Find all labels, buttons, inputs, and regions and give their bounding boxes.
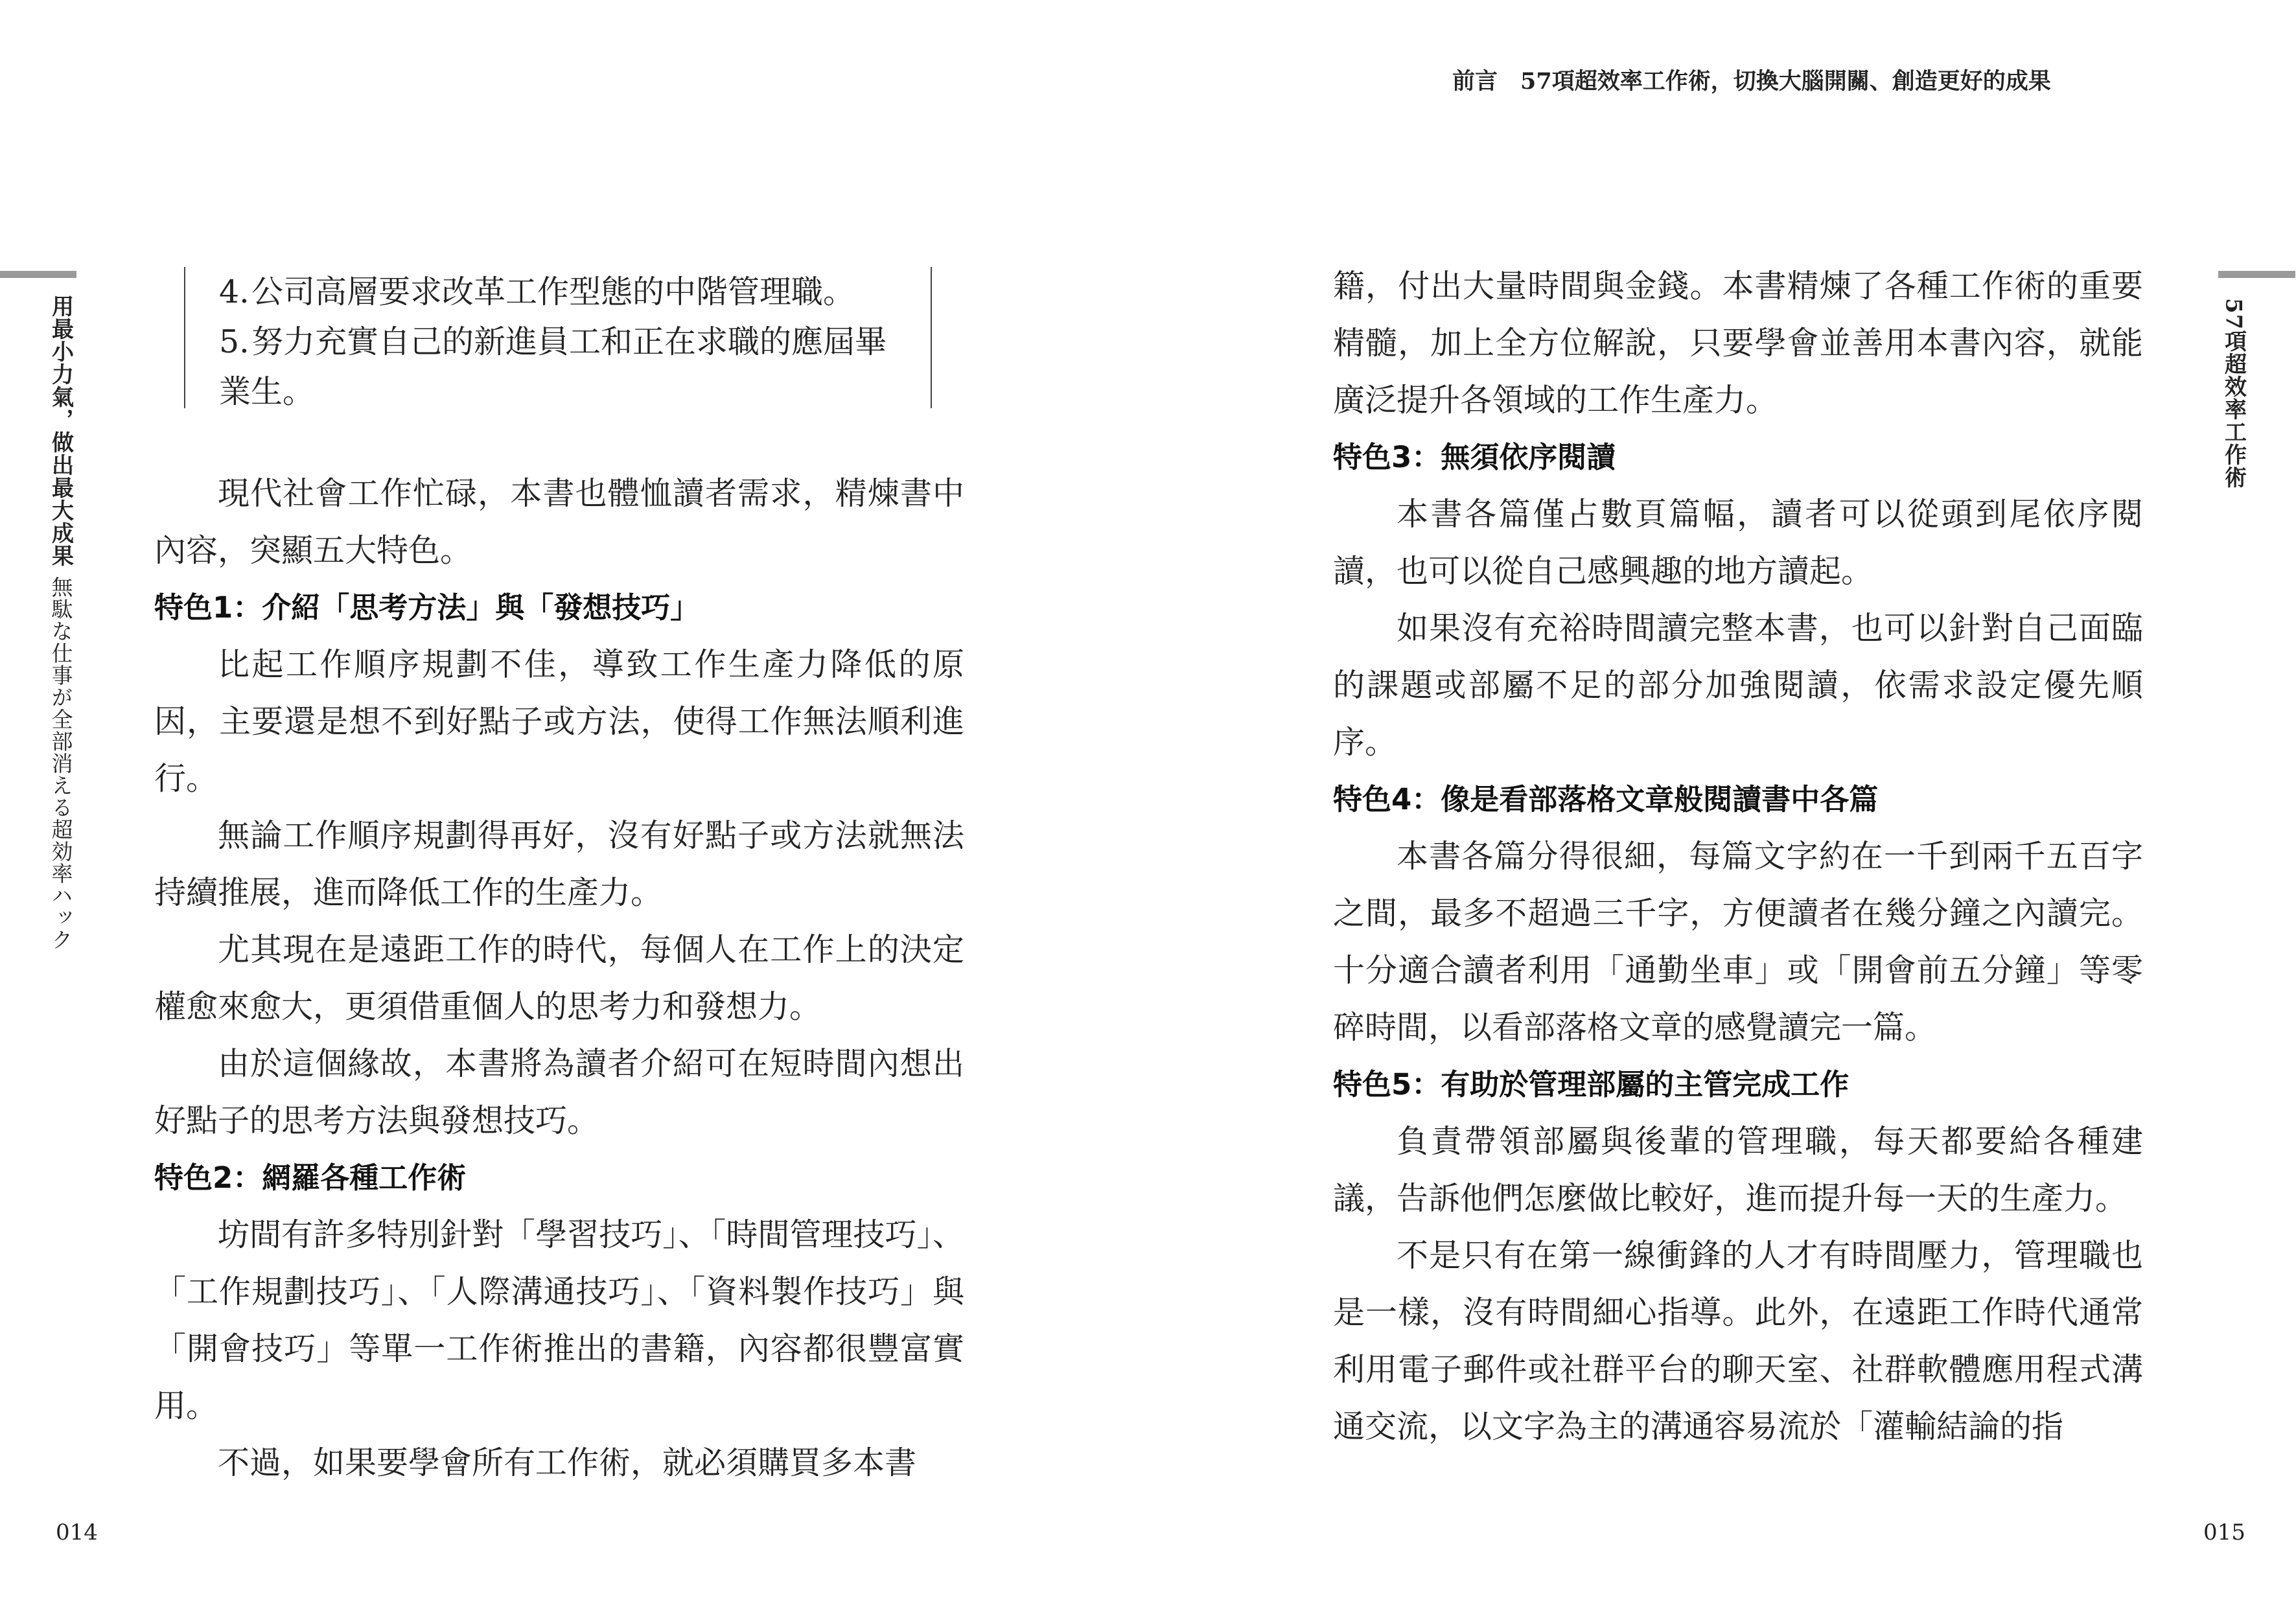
paragraph: 如果沒有充裕時間讀完整本書，也可以針對自己面臨的課題或部屬不足的部分加強閱讀，依需求設定優先順序。 <box>1333 610 2143 761</box>
paragraph: 本書各篇分得很細，每篇文字約在一千到兩千五百字之間，最多不超過三千字，方便讀者在幾分鐘之內讀完。十分適合讀者利用「通勤坐車」或「開會前五分鐘」等零碎時間，以看部落格文章的感覺讀完一篇。 <box>1333 838 2143 1046</box>
list-item: 4.公司高層要求改革工作型態的中階管理職。 <box>219 273 855 310</box>
paragraph: 無論工作順序規劃得再好，沒有好點子或方法就無法持續推展，進而降低工作的生產力。 <box>154 817 964 911</box>
paragraph: 坊間有許多特別針對「學習技巧」、「時間管理技巧」、「工作規劃技巧」、「人際溝通技巧」、「資料製作技巧」與「開會技巧」等單一工作術推出的書籍，內容都很豐富實用。 <box>154 1216 964 1424</box>
running-head: 前言 57項超效率工作術，切換大腦開關、創造更好的成果 <box>1452 68 2051 95</box>
feature3-heading: 特色3：無須依序閱讀 <box>1333 440 1616 474</box>
paragraph: 尤其現在是遠距工作的時代，每個人在工作上的決定權愈來愈大，更須借重個人的思考力和發想力。 <box>154 931 964 1025</box>
paragraph: 本書各篇僅占數頁篇幅，讀者可以從頭到尾依序閱讀，也可以從自己感興趣的地方讀起。 <box>1333 496 2143 590</box>
right-body-text <box>1333 258 2143 1455</box>
left-side-bar <box>0 271 76 278</box>
paragraph: 由於這個緣故，本書將為讀者介紹可在短時間內想出好點子的思考方法與發想技巧。 <box>154 1045 964 1139</box>
left-page-number: 014 <box>56 1520 98 1545</box>
right-page <box>1148 0 2295 1607</box>
paragraph: 不過，如果要學會所有工作術，就必須購買多本書 <box>218 1444 917 1481</box>
left-body-text <box>154 465 964 1492</box>
list-item: 5.努力充實自己的新進員工和正在求職的應屆畢 <box>219 323 887 360</box>
feature5-heading: 特色5：有助於管理部屬的主管完成工作 <box>1333 1067 1850 1102</box>
right-side-bar <box>2218 271 2295 278</box>
side-title-text: 用最小力氣，做出最大成果 <box>47 295 74 567</box>
side-subtitle-text: 無駄な仕事が全部消える超効率ハック <box>48 576 74 951</box>
paragraph: 不是只有在第一線衝鋒的人才有時間壓力，管理職也是一樣，沒有時間細心指導。此外，在遠距工作時代通常利用電子郵件或社群平台的聊天室、社群軟體應用程式溝通交流，以文字為主的溝通容易流於「灌輸結論的指 <box>1333 1237 2143 1445</box>
paragraph: 比起工作順序規劃不佳，導致工作生產力降低的原因，主要還是想不到好點子或方法，使得工作無法順利進行。 <box>154 646 964 797</box>
intro-paragraph: 現代社會工作忙碌，本書也體恤讀者需求，精煉書中內容，突顯五大特色。 <box>154 475 964 569</box>
feature1-heading: 特色1：介紹「思考方法」與「發想技巧」 <box>154 590 700 625</box>
paragraph: 負責帶領部屬與後輩的管理職，每天都要給各種建議，告訴他們怎麼做比較好，進而提升每一天的生產力。 <box>1333 1123 2143 1217</box>
right-side-title: 57項超效率工作術 <box>2220 298 2247 489</box>
continuation-paragraph: 籍，付出大量時間與金錢。本書精煉了各種工作術的重要精髓，加上全方位解說，只要學會並善用本書內容，就能廣泛提升各領域的工作生產力。 <box>1333 268 2143 419</box>
right-page-number: 015 <box>2203 1520 2245 1545</box>
target-reader-list <box>184 267 932 408</box>
list-item-continuation: 業生。 <box>219 373 315 410</box>
left-side-title <box>47 295 75 951</box>
feature2-heading: 特色2：網羅各種工作術 <box>154 1161 467 1195</box>
feature4-heading: 特色4：像是看部落格文章般閱讀書中各篇 <box>1333 782 1879 816</box>
